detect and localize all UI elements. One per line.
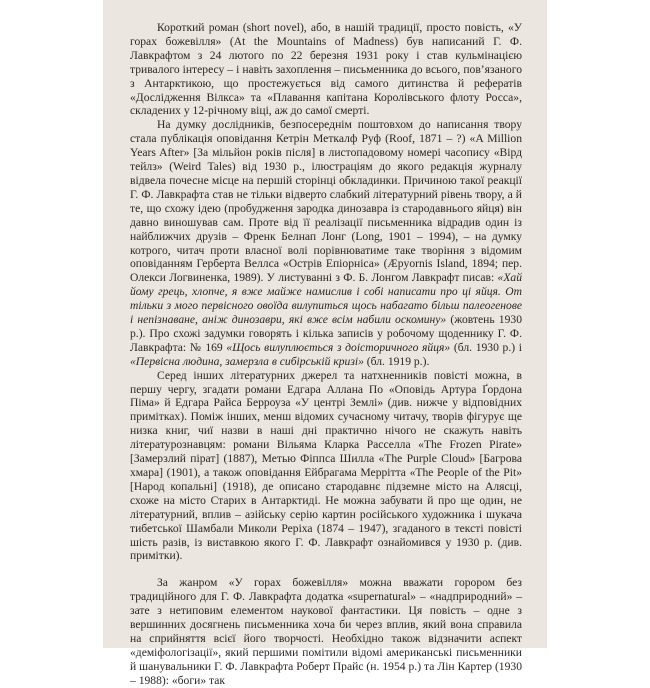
text-segment: (жовтень 1930 р.). Про схожі задумки говорять і кілька записів у робочому щоденнику Г. Ф. Лавкрафта: № 169 bbox=[130, 313, 522, 354]
text-segment: Короткий роман (short novel), або, в нашій традиції, просто повість, «У горах божевілля» (At the Mountains of Madness) був написаний Г. Ф. Лавкрафтом з 24 лютого по 22 березня 1931 року і став кульмінацією тривалого інтересу – і навіть захоплення – письменника до всього, пов’язаного з Антарктикою, що простежується від самого дитинства й рефератів «Дослідження Вілкса» та «Плавання капітана Королівського флоту Росса», складених у 12-річному віці, аж до самої смерті. bbox=[130, 21, 522, 118]
page-body bbox=[130, 21, 522, 688]
quote-italic: «Хай йому грець, хлопче, я вже майже намислив і собі написати про ці яйця. От тільки з мого первісного овоїда вилупиться щось набагато більш палеогенове і непізнаване, аніж динозаври, які вже всім набили оскомину» bbox=[130, 271, 522, 327]
text-segment: Серед інших літературних джерел та натхненників повісті можна, в першу чергу, згадати романи Едгара Аллана По «Оповідь Артура Ґордона Піма» й Едгара Райса Берроуза «У центрі Землі» (див. нижче у відповідних примітках). Поміж інших, менш відомих сучасному читачу, творів фігурує ще низка книг, чиї назви в наші дні практично нічого не скажуть навіть літературознавцям: романи Вільяма Кларка Расселла «The Frozen Pirate» [Замерзлий пірат] (1887), Метью Фіппса Шилла «The Purple Cloud» [Багрова хмара] (1901), а також оповідання Ейбрагама Меррітта «The People of the Pit» [Народ копальні] (1918), де описано стародавнє підземне місто на Алясці, схоже на місто Старих в Антарктиді. Не можна забувати й про ще один, не літературний, вплив – азійську серію картин російського художника і шукача тибетської Шамбали Миколи Реріха (1874 – 1947), згаданого в тексті повісті шість разів, із виставкою якого Г. Ф. Лавкрафт ознайомився у 1930 р. (див. примітки). bbox=[130, 368, 522, 563]
text-segment: За жанром «У горах божевілля» можна вважати горором без традиційного для Г. Ф. Лавкрафта додатка «supernatural» – «надприродний» – зате з нетиповим елементом наукової фантастики. Ця повість – одне з вершинних досягнень письменника хоча би через вплив, який вона справила на сприйняття всієї його творчості. Необхідно також відзначити аспект «деміфологізації», який першими помітили відомі американські письменники й шанувальники Г. Ф. Лавкрафта Роберт Прайс (н. 1954 р.) та Лін Картер (1930 – 1988): «боги» так bbox=[130, 576, 522, 687]
text-segment: На думку дослідників, безпосереднім поштовхом до написання твору стала публікація оповідання Кетрін Меткалф Руф (Roof, 1871 – ?) «A Million Years After» [За мільйон років після] в листопадовому номері часопису «Вірд тейлз» (Weird Tales) від 1930 р., ілюстраціям до якого редакція журналу відвела почесне місце на першій сторінці обкладинки. Причиною такої реакції Г. Ф. Лавкрафта став не тільки відверто слабкий літературний рівень твору, а й те, що схожу ідею (пробудження зародка динозавра із стародавнього яйця) він давно виношував сам. Проте від її реалізації письменника відрадив один із найближчих друзів – Френк Белнап Лонг (Long, 1901 – 1994), – на думку котрого, читач проти власної волі порівнюватиме таке творіння з відомим оповіданням Герберта Веллса «Острів Епіорніса» (Æpyornis Island, 1894; пер. Олекси Логвиненка, 1989). У листуванні з Ф. Б. Лонгом Лавкрафт писав: bbox=[130, 118, 522, 285]
paragraph-3 bbox=[130, 369, 522, 564]
quote-italic: «Щось вилуплюється з доісторичного яйця» bbox=[226, 340, 451, 354]
book-page bbox=[103, 0, 547, 687]
paragraph-1 bbox=[130, 21, 522, 118]
text-segment: (бл. 1930 р.) і bbox=[450, 340, 522, 354]
paragraph-4 bbox=[130, 576, 522, 687]
paragraph-2 bbox=[130, 118, 522, 368]
text-segment: (бл. 1919 р.). bbox=[363, 354, 430, 368]
quote-italic: «Первісна людина, замерзла в сибірській кризі» bbox=[130, 354, 364, 368]
